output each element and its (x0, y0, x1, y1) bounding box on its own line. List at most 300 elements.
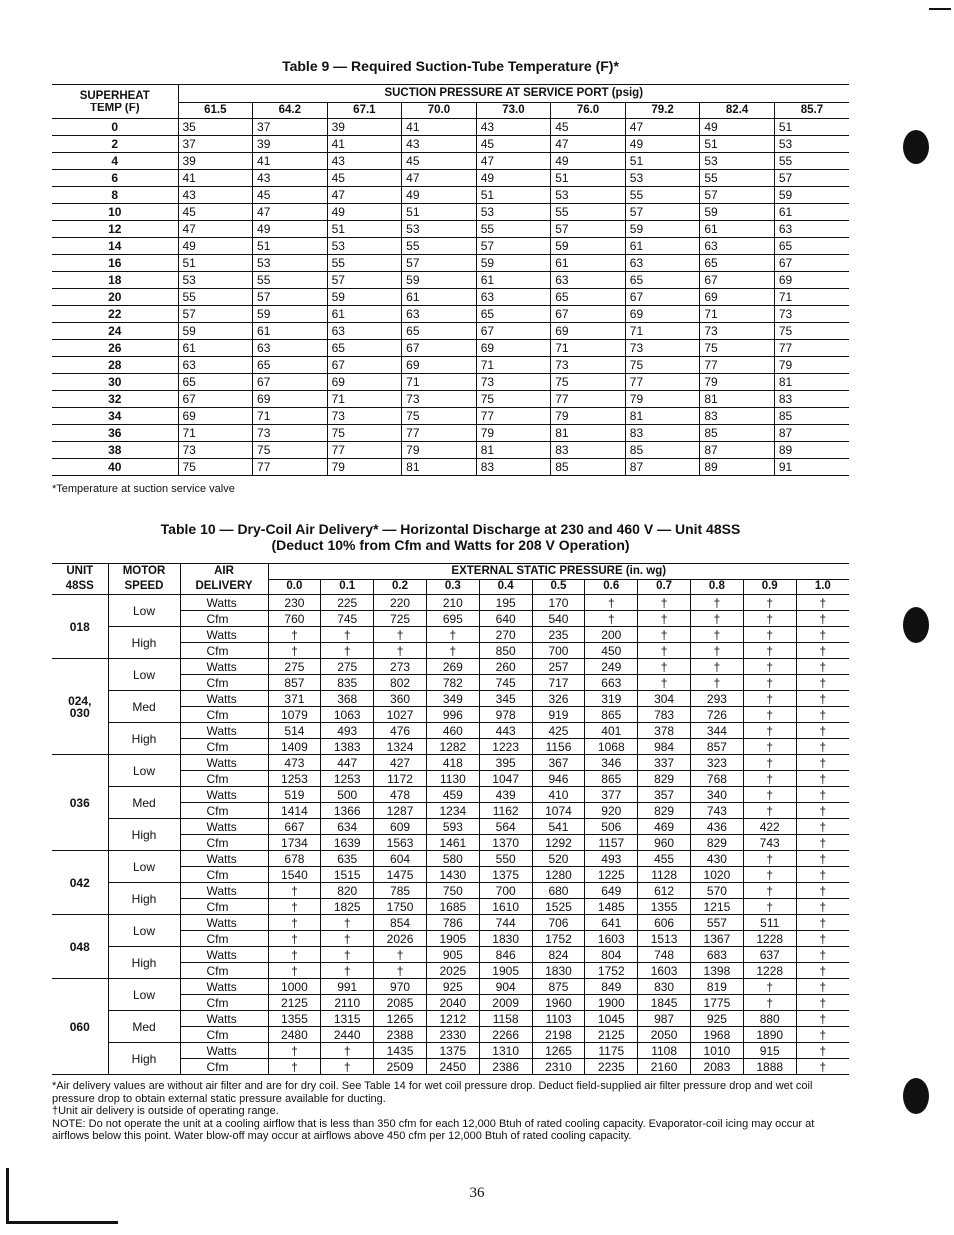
watts-value-cell: † (268, 1043, 321, 1059)
motor-speed-header: MOTOR (108, 564, 180, 580)
table-row (52, 357, 849, 374)
temp-cell: 73 (551, 357, 626, 374)
temp-cell: 45 (253, 187, 328, 204)
cfm-value-cell: † (796, 995, 849, 1011)
esp-col-header: 0.0 (268, 580, 321, 595)
note-airflow: NOTE: Do not operate the unit at a cooling airflow that is less than 350 cfm for each 12,000 Btuh of rated cooling capacity. Evaporator-coil icing may occur at airflows below this point. Water blow-off may occur at airflows above 450 cfm per 12,000 Btuh of rated cooling capacity. (52, 1117, 815, 1142)
cfm-value-cell: 1228 (743, 963, 796, 979)
temp-cell: 71 (551, 340, 626, 357)
cfm-value-cell: 1398 (691, 963, 744, 979)
temp-cell: 67 (327, 357, 402, 374)
table-row (52, 755, 849, 771)
temp-cell: 85 (774, 408, 849, 425)
watts-value-cell: 1265 (532, 1043, 585, 1059)
temp-cell: 63 (253, 340, 328, 357)
temp-cell: 55 (476, 221, 551, 238)
table-row (52, 1043, 849, 1059)
cfm-value-cell: † (796, 771, 849, 787)
watts-value-cell: 604 (374, 851, 427, 867)
watts-value-cell: † (743, 851, 796, 867)
cfm-value-cell: † (268, 643, 321, 659)
cfm-value-cell: † (585, 611, 638, 627)
cfm-value-cell: 1370 (479, 835, 532, 851)
temp-cell: 55 (253, 272, 328, 289)
cfm-label: Cfm (180, 643, 268, 659)
temp-cell: 69 (476, 340, 551, 357)
cfm-value-cell: † (321, 1059, 374, 1075)
cfm-value-cell: 1775 (691, 995, 744, 1011)
temp-cell: 49 (402, 187, 477, 204)
watts-value-cell: 846 (479, 947, 532, 963)
temp-cell: 59 (253, 306, 328, 323)
cfm-value-cell: † (796, 675, 849, 691)
unit-header-model: 48SS (52, 580, 108, 595)
cfm-value-cell: 726 (691, 707, 744, 723)
watts-value-cell: 418 (426, 755, 479, 771)
temp-cell: 61 (774, 204, 849, 221)
watts-label: Watts (180, 1043, 268, 1059)
cfm-label: Cfm (180, 931, 268, 947)
cfm-value-cell: † (743, 675, 796, 691)
temp-cell: 73 (327, 408, 402, 425)
watts-value-cell: 344 (691, 723, 744, 739)
watts-value-cell: 970 (374, 979, 427, 995)
table-row (52, 323, 849, 340)
unit-cell: 042 (52, 851, 108, 915)
watts-value-cell: 439 (479, 787, 532, 803)
temp-cell: 53 (476, 204, 551, 221)
cfm-value-cell: 2025 (426, 963, 479, 979)
watts-value-cell: 210 (426, 595, 479, 611)
cfm-value-cell: † (743, 867, 796, 883)
cfm-value-cell: 2009 (479, 995, 532, 1011)
temp-cell: 49 (476, 170, 551, 187)
cfm-value-cell: 946 (532, 771, 585, 787)
cfm-value-cell: 1063 (321, 707, 374, 723)
temp-cell: 51 (253, 238, 328, 255)
temp-cell: 81 (551, 425, 626, 442)
temp-cell: 71 (402, 374, 477, 391)
superheat-cell: 8 (52, 187, 178, 204)
watts-value-cell: 511 (743, 915, 796, 931)
temp-cell: 49 (551, 153, 626, 170)
cfm-value-cell: 1074 (532, 803, 585, 819)
watts-value-cell: † (796, 851, 849, 867)
temp-cell: 79 (402, 442, 477, 459)
cfm-value-cell: 2083 (691, 1059, 744, 1075)
temp-cell: 41 (178, 170, 253, 187)
watts-value-cell: 520 (532, 851, 585, 867)
temp-cell: 55 (700, 170, 775, 187)
motor-speed-header-2: SPEED (108, 580, 180, 595)
table-row (52, 979, 849, 995)
watts-value-cell: 459 (426, 787, 479, 803)
watts-value-cell: 357 (638, 787, 691, 803)
table-row (52, 153, 849, 170)
temp-cell: 77 (625, 374, 700, 391)
cfm-value-cell: 760 (268, 611, 321, 627)
superheat-header-unit: TEMP (F) (52, 103, 178, 119)
temp-cell: 89 (700, 459, 775, 476)
cfm-value-cell: 1225 (585, 867, 638, 883)
cfm-label: Cfm (180, 867, 268, 883)
temp-cell: 63 (178, 357, 253, 374)
table9-title: Table 9 — Required Suction-Tube Temperature (F)* (282, 58, 619, 74)
esp-col-header: 0.2 (374, 580, 427, 595)
temp-cell: 47 (253, 204, 328, 221)
cfm-value-cell: 700 (532, 643, 585, 659)
watts-value-cell: 925 (691, 1011, 744, 1027)
cfm-value-cell: 2125 (585, 1027, 638, 1043)
temp-cell: 57 (700, 187, 775, 204)
watts-value-cell: 557 (691, 915, 744, 931)
cfm-value-cell: † (796, 707, 849, 723)
watts-value-cell: † (321, 627, 374, 643)
temp-cell: 67 (700, 272, 775, 289)
cfm-value-cell: † (796, 643, 849, 659)
table-row (52, 272, 849, 289)
watts-value-cell: 195 (479, 595, 532, 611)
cfm-value-cell: 1355 (638, 899, 691, 915)
table-row (52, 340, 849, 357)
watts-value-cell: 337 (638, 755, 691, 771)
watts-value-cell: 269 (426, 659, 479, 675)
watts-value-cell: 500 (321, 787, 374, 803)
temp-cell: 77 (774, 340, 849, 357)
cfm-value-cell: 540 (532, 611, 585, 627)
table9-footnote: *Temperature at suction service valve (52, 483, 235, 495)
temp-cell: 67 (253, 374, 328, 391)
cfm-label: Cfm (180, 995, 268, 1011)
watts-value-cell: 880 (743, 1011, 796, 1027)
temp-cell: 53 (327, 238, 402, 255)
temp-cell: 57 (476, 238, 551, 255)
table-row (52, 723, 849, 739)
temp-cell: 57 (551, 221, 626, 238)
temp-cell: 69 (774, 272, 849, 289)
temp-cell: 47 (625, 119, 700, 136)
watts-value-cell: 570 (691, 883, 744, 899)
watts-value-cell: 427 (374, 755, 427, 771)
temp-cell: 41 (402, 119, 477, 136)
cfm-value-cell: 1905 (426, 931, 479, 947)
cfm-value-cell: 920 (585, 803, 638, 819)
binder-hole-mark (903, 607, 929, 643)
cfm-value-cell: † (796, 963, 849, 979)
watts-label: Watts (180, 1011, 268, 1027)
temp-cell: 75 (551, 374, 626, 391)
static-pressure-header: EXTERNAL STATIC PRESSURE (in. wg) (268, 564, 849, 580)
cfm-value-cell: 1603 (638, 963, 691, 979)
watts-value-cell: 170 (532, 595, 585, 611)
cfm-value-cell: 1027 (374, 707, 427, 723)
pressure-col-header: 79.2 (625, 103, 700, 119)
temp-cell: 71 (774, 289, 849, 306)
unit-header: UNIT (52, 564, 108, 580)
watts-value-cell: 849 (585, 979, 638, 995)
watts-value-cell: † (691, 659, 744, 675)
cfm-value-cell: 1968 (691, 1027, 744, 1043)
table-row (52, 691, 849, 707)
cfm-value-cell: 745 (321, 611, 374, 627)
cfm-value-cell: 743 (691, 803, 744, 819)
watts-value-cell: † (796, 659, 849, 675)
cfm-value-cell: 2110 (321, 995, 374, 1011)
watts-value-cell: † (796, 755, 849, 771)
superheat-cell: 24 (52, 323, 178, 340)
temp-cell: 67 (476, 323, 551, 340)
table9 (52, 84, 849, 476)
temp-cell: 63 (700, 238, 775, 255)
cfm-value-cell: † (796, 931, 849, 947)
page-number: 36 (469, 1185, 485, 1201)
cfm-value-cell: 1280 (532, 867, 585, 883)
temp-cell: 61 (402, 289, 477, 306)
watts-value-cell: 425 (532, 723, 585, 739)
watts-value-cell: 700 (479, 883, 532, 899)
esp-col-header: 1.0 (796, 580, 849, 595)
watts-value-cell: 991 (321, 979, 374, 995)
temp-cell: 79 (476, 425, 551, 442)
cfm-value-cell: 782 (426, 675, 479, 691)
watts-value-cell: 786 (426, 915, 479, 931)
watts-value-cell: † (743, 979, 796, 995)
cfm-value-cell: 865 (585, 771, 638, 787)
temp-cell: 49 (253, 221, 328, 238)
temp-cell: 57 (253, 289, 328, 306)
watts-value-cell: 683 (691, 947, 744, 963)
temp-cell: 77 (476, 408, 551, 425)
watts-value-cell: 1103 (532, 1011, 585, 1027)
watts-value-cell: 478 (374, 787, 427, 803)
watts-value-cell: 678 (268, 851, 321, 867)
cfm-value-cell: 2386 (479, 1059, 532, 1075)
watts-value-cell: 275 (268, 659, 321, 675)
temp-cell: 57 (327, 272, 402, 289)
cfm-value-cell: 1960 (532, 995, 585, 1011)
temp-cell: 65 (625, 272, 700, 289)
cfm-value-cell: 1234 (426, 803, 479, 819)
table10-notes (52, 1080, 852, 1143)
suction-pressure-header: SUCTION PRESSURE AT SERVICE PORT (psig) (178, 85, 849, 103)
unit-cell: 048 (52, 915, 108, 979)
watts-value-cell: † (585, 595, 638, 611)
cfm-value-cell: † (691, 643, 744, 659)
temp-cell: 61 (476, 272, 551, 289)
cfm-value-cell: 743 (743, 835, 796, 851)
watts-value-cell: † (743, 595, 796, 611)
watts-value-cell: 469 (638, 819, 691, 835)
cfm-value-cell: 829 (638, 803, 691, 819)
temp-cell: 63 (774, 221, 849, 238)
table-row (52, 136, 849, 153)
temp-cell: 61 (551, 255, 626, 272)
cfm-value-cell: 2050 (638, 1027, 691, 1043)
cfm-label: Cfm (180, 835, 268, 851)
watts-label: Watts (180, 947, 268, 963)
motor-speed-cell: Low (108, 595, 180, 627)
temp-cell: 59 (476, 255, 551, 272)
temp-cell: 45 (476, 136, 551, 153)
cfm-value-cell: 1525 (532, 899, 585, 915)
watts-value-cell: † (796, 723, 849, 739)
cfm-value-cell: 1162 (479, 803, 532, 819)
cfm-value-cell: † (638, 643, 691, 659)
unit-cell: 024, 030 (52, 659, 108, 755)
watts-value-cell: 260 (479, 659, 532, 675)
watts-value-cell: 804 (585, 947, 638, 963)
cfm-value-cell: 2160 (638, 1059, 691, 1075)
temp-cell: 57 (774, 170, 849, 187)
watts-value-cell: † (268, 883, 321, 899)
watts-value-cell: 436 (691, 819, 744, 835)
watts-value-cell: 609 (374, 819, 427, 835)
table-row (52, 306, 849, 323)
watts-value-cell: 476 (374, 723, 427, 739)
temp-cell: 57 (178, 306, 253, 323)
binder-hole-mark (903, 130, 929, 164)
temp-cell: 87 (774, 425, 849, 442)
table-row (52, 170, 849, 187)
temp-cell: 69 (700, 289, 775, 306)
watts-value-cell: 635 (321, 851, 374, 867)
watts-value-cell: 748 (638, 947, 691, 963)
watts-value-cell: 1108 (638, 1043, 691, 1059)
watts-value-cell: 349 (426, 691, 479, 707)
temp-cell: 53 (253, 255, 328, 272)
temp-cell: 69 (178, 408, 253, 425)
watts-value-cell: 235 (532, 627, 585, 643)
cfm-value-cell: 1157 (585, 835, 638, 851)
cfm-value-cell: † (743, 707, 796, 723)
watts-value-cell: 377 (585, 787, 638, 803)
temp-cell: 61 (700, 221, 775, 238)
watts-value-cell: 854 (374, 915, 427, 931)
cfm-value-cell: 802 (374, 675, 427, 691)
esp-col-header: 0.3 (426, 580, 479, 595)
watts-value-cell: 1355 (268, 1011, 321, 1027)
watts-label: Watts (180, 755, 268, 771)
cfm-value-cell: † (691, 675, 744, 691)
temp-cell: 39 (253, 136, 328, 153)
superheat-cell: 34 (52, 408, 178, 425)
cfm-label: Cfm (180, 899, 268, 915)
temp-cell: 63 (327, 323, 402, 340)
temp-cell: 47 (551, 136, 626, 153)
cfm-label: Cfm (180, 1059, 268, 1075)
watts-value-cell: 606 (638, 915, 691, 931)
cfm-value-cell: 745 (479, 675, 532, 691)
temp-cell: 43 (327, 153, 402, 170)
cfm-value-cell: 1685 (426, 899, 479, 915)
cfm-value-cell: 2198 (532, 1027, 585, 1043)
temp-cell: 39 (327, 119, 402, 136)
watts-value-cell: † (426, 627, 479, 643)
cfm-value-cell: 996 (426, 707, 479, 723)
temp-cell: 51 (625, 153, 700, 170)
motor-speed-cell: Low (108, 979, 180, 1011)
watts-value-cell: † (796, 1043, 849, 1059)
temp-cell: 75 (700, 340, 775, 357)
cfm-value-cell: 2266 (479, 1027, 532, 1043)
watts-value-cell: 514 (268, 723, 321, 739)
watts-value-cell: 1265 (374, 1011, 427, 1027)
cfm-value-cell: 1475 (374, 867, 427, 883)
watts-value-cell: 612 (638, 883, 691, 899)
cfm-value-cell: 2085 (374, 995, 427, 1011)
cfm-value-cell: 1734 (268, 835, 321, 851)
motor-speed-cell: Med (108, 1011, 180, 1043)
air-delivery-header: AIR (214, 565, 234, 577)
table10-title-line2: (Deduct 10% from Cfm and Watts for 208 V Operation) (271, 537, 630, 553)
motor-speed-cell: High (108, 819, 180, 851)
watts-value-cell: † (796, 787, 849, 803)
temp-cell: 87 (700, 442, 775, 459)
cfm-value-cell: † (796, 611, 849, 627)
cfm-label: Cfm (180, 739, 268, 755)
watts-value-cell: 593 (426, 819, 479, 835)
cfm-label: Cfm (180, 803, 268, 819)
superheat-cell: 26 (52, 340, 178, 357)
watts-value-cell: 1212 (426, 1011, 479, 1027)
table-row (52, 883, 849, 899)
watts-value-cell: † (796, 979, 849, 995)
cfm-value-cell: † (796, 867, 849, 883)
watts-value-cell: † (638, 659, 691, 675)
cfm-value-cell: 1485 (585, 899, 638, 915)
cfm-label: Cfm (180, 675, 268, 691)
watts-value-cell: 455 (638, 851, 691, 867)
cfm-value-cell: 1253 (321, 771, 374, 787)
cfm-value-cell: 2480 (268, 1027, 321, 1043)
temp-cell: 77 (700, 357, 775, 374)
temp-cell: 53 (402, 221, 477, 238)
temp-cell: 59 (625, 221, 700, 238)
cfm-value-cell: † (796, 835, 849, 851)
temp-cell: 45 (327, 170, 402, 187)
temp-cell: 73 (476, 374, 551, 391)
watts-value-cell: 368 (321, 691, 374, 707)
superheat-cell: 22 (52, 306, 178, 323)
temp-cell: 77 (253, 459, 328, 476)
cfm-value-cell: 1888 (743, 1059, 796, 1075)
watts-value-cell: 225 (321, 595, 374, 611)
temp-cell: 67 (402, 340, 477, 357)
superheat-cell: 38 (52, 442, 178, 459)
temp-cell: 91 (774, 459, 849, 476)
temp-cell: 43 (402, 136, 477, 153)
esp-col-header: 0.1 (321, 580, 374, 595)
watts-value-cell: 915 (743, 1043, 796, 1059)
motor-speed-cell: High (108, 723, 180, 755)
temp-cell: 55 (402, 238, 477, 255)
motor-speed-cell: High (108, 627, 180, 659)
temp-cell: 69 (253, 391, 328, 408)
cfm-value-cell: 919 (532, 707, 585, 723)
temp-cell: 81 (700, 391, 775, 408)
watts-value-cell: † (268, 627, 321, 643)
cfm-value-cell: 1287 (374, 803, 427, 819)
temp-cell: 51 (476, 187, 551, 204)
temp-cell: 59 (402, 272, 477, 289)
temp-cell: 77 (327, 442, 402, 459)
cfm-value-cell: 1563 (374, 835, 427, 851)
cfm-value-cell: 768 (691, 771, 744, 787)
temp-cell: 71 (625, 323, 700, 340)
cfm-value-cell: 1228 (743, 931, 796, 947)
temp-cell: 69 (551, 323, 626, 340)
temp-cell: 59 (178, 323, 253, 340)
